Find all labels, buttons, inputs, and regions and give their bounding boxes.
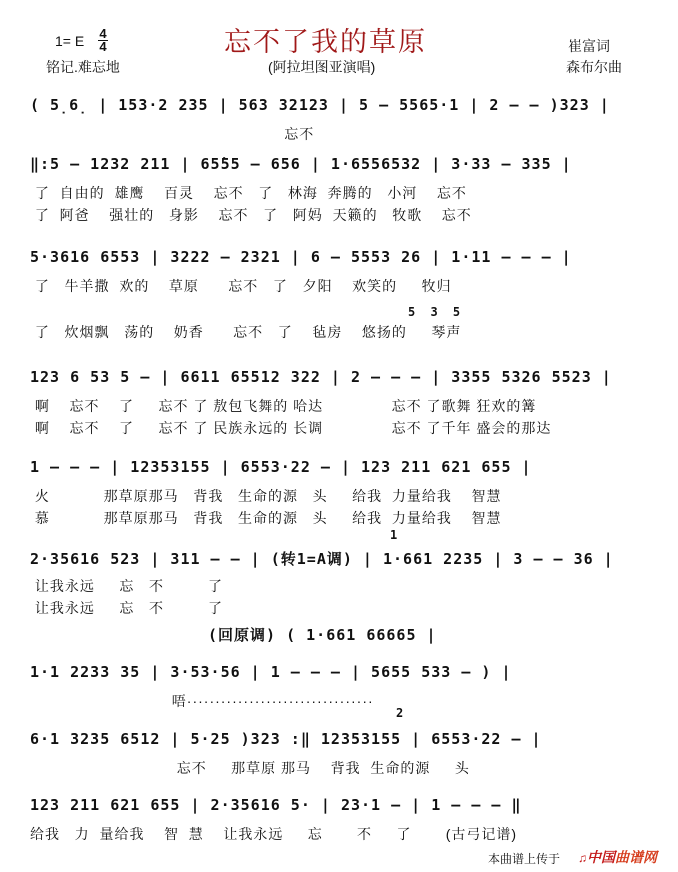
- score-row-3: [30, 248, 646, 298]
- ossia-notes: 5 3 5: [408, 305, 465, 319]
- lyric-line: 慕 那草原那马 背我 生命的源 头 给我 力量给我 智慧: [30, 510, 502, 526]
- notation-line: ‖:5 – 1232 211 | 65̇55 – 656 | 1·6556532 | 3·33 – 335 |: [30, 155, 572, 173]
- lyric-line: 给我 力 量给我 智 慧 让我永远 忘 不 了 (古弓记谱): [30, 826, 518, 842]
- score-row-3b: [30, 322, 646, 346]
- lyric-line: 让我永远 忘 不 了: [30, 578, 224, 594]
- notation-line: 1 – – – | 12353155 | 6553·22 – | 123 211 621 655 |: [30, 458, 532, 476]
- volta-1: 1: [390, 528, 398, 542]
- lyric-line: 了 牛羊撒 欢的 草原 忘不 了 夕阳 欢笑的 牧归: [30, 278, 452, 294]
- notation-line: 6·1 3235 6512 | 5·25 )323 :‖ 12353155 | 6553·22 – |: [30, 730, 542, 748]
- notation-line: ( 5̣6̣ | 153·2 235 | 563 32123 | 5 – 5565·1 | 2 – – )323 |: [30, 96, 610, 114]
- notation-line: 123 211 621 655 | 2·35616 5· | 23·1 – | 1 – – – ‖: [30, 796, 522, 814]
- tempo-marking: 铭记.难忘地: [46, 59, 120, 75]
- lyric-line: 让我永远 忘 不 了: [30, 600, 224, 616]
- lyric-line: 火 那草原那马 背我 生命的源 头 给我 力量给我 智慧: [30, 488, 502, 504]
- lyric-line: 了 炊烟飘 荡的 奶香 忘不 了 毡房 悠扬的 琴声: [30, 324, 462, 340]
- composer: 森布尔曲: [566, 59, 622, 75]
- score-row-8: [30, 663, 646, 713]
- lyricist: 崔富词: [568, 38, 610, 54]
- lyric-line: 了 阿爸 强壮的 身影 忘不 了 阿妈 天籁的 牧歌 忘不: [30, 207, 472, 223]
- time-signature: [98, 28, 108, 53]
- lyric-line: 了 自由的 雄鹰 百灵 忘不 了 林海 奔腾的 小河 忘不: [30, 185, 467, 201]
- score-row-5: [30, 458, 646, 528]
- key-signature: 1= E: [55, 33, 85, 49]
- time-bottom: 4: [99, 39, 107, 54]
- notation-line: 1·1 2233 35 | 3·53·56 | 1 – – – | 5655 533 – ) |: [30, 663, 512, 681]
- score-row-4: [30, 368, 646, 438]
- lyric-line: 唔·································: [30, 693, 374, 709]
- lyric-line: 忘不 那草原 那马 背我 生命的源 头: [30, 760, 470, 776]
- site-logo: ♫中国曲谱网: [578, 849, 657, 865]
- lyric-line: 啊 忘不 了 忘不 了 民族永远的 长调 忘不 了千年 盛会的那达: [30, 420, 552, 436]
- score-row-2: [30, 155, 646, 225]
- score-row-7: [208, 624, 508, 648]
- lyric-line: 忘不: [30, 126, 315, 142]
- score-row-9: [30, 730, 646, 780]
- logo-part-a: 中国: [587, 849, 615, 865]
- notation-line: 123 6 53 5 – | 6611 65512 322 | 2 – – – | 3355 5326 5523 |: [30, 368, 612, 386]
- score-row-1: [30, 96, 646, 146]
- song-subtitle: (阿拉坦图亚演唱): [268, 59, 376, 75]
- lyric-line: 啊 忘不 了 忘不 了 敖包飞舞的 哈达 忘不 了歌舞 狂欢的篝: [30, 398, 537, 414]
- logo-part-b: 曲谱网: [615, 849, 657, 865]
- notation-line: 5·3616 6553 | 3222 – 2321 | 6 – 5553 26 | 1·11 – – – |: [30, 248, 572, 266]
- volta-2: 2: [396, 706, 404, 720]
- score-row-10: [30, 796, 646, 846]
- song-title: 忘不了我的草原: [224, 27, 427, 58]
- notation-line: (回原调) ( 1·661 66665 |: [208, 626, 437, 644]
- footer-text: 本曲谱上传于: [488, 852, 561, 866]
- notation-line: 2·35616 523 | 311 – – | (转1=A调) | 1·661 2235 | 3 – – 36 |: [30, 550, 614, 568]
- score-row-6: [30, 548, 646, 618]
- time-top: 4: [99, 26, 107, 41]
